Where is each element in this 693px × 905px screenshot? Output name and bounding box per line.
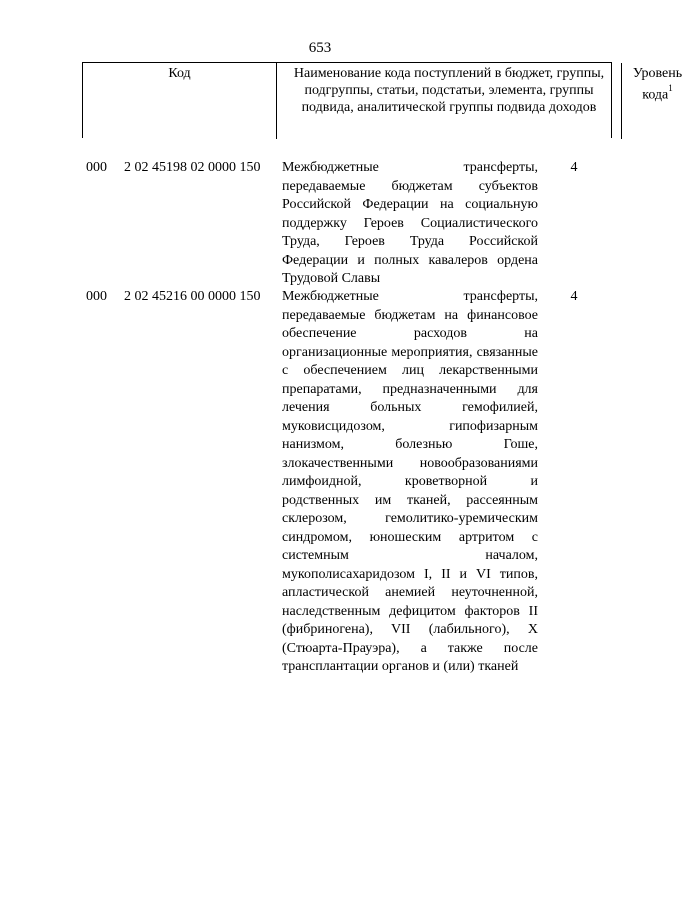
admin-code: 000 — [86, 160, 107, 175]
revenue-name: Межбюджетные трансферты, передаваемые бюджетам на финансовое обеспечение расходов на организационные мероприятия, связанные с обеспечением лиц лекарственными препаратами, предназначенными для лечения больных гемофилией, муковисцидозом, гипофизарным нанизмом, болезнью Гоше, злокачественными новообразованиями лимфоидной, кроветворной и родственных им тканей, рассеянным склерозом, гемолитико-уремическим синдромом, юношеским артритом с системным началом, мукополисахаридозом I, II и VI типов, апластической анемией неуточненной, наследственным дефицитом факторов II (фибриногена), VII (лабильного), X (Стюарта-Прауэра), а также после трансплантации органов и (или) тканей — [282, 289, 538, 674]
header-level-footnote: 1 — [668, 83, 673, 93]
budget-code: 2 02 45198 02 0000 150 — [124, 160, 261, 175]
table-header — [82, 62, 683, 138]
admin-code: 000 — [86, 289, 107, 304]
page-number: 653 — [308, 40, 332, 56]
header-level-label: Уровень кода — [632, 66, 683, 103]
revenue-name: Межбюджетные трансферты, передаваемые бюджетам субъектов Российской Федерации на социальную поддержку Героев Социалистического Труда, Героев Труда Российской Федерации и полных кавалеров ордена Трудовой Славы — [282, 160, 538, 286]
header-name: Наименование кода поступлений в бюджет, группы, подгруппы, статьи, подстатьи, элемента, группы подвида, аналитической группы подвида доходов — [276, 63, 622, 139]
code-level: 4 — [570, 160, 578, 175]
budget-code: 2 02 45216 00 0000 150 — [124, 289, 261, 304]
code-level: 4 — [570, 289, 578, 304]
header-level — [622, 63, 693, 139]
header-code: Код — [168, 66, 191, 81]
